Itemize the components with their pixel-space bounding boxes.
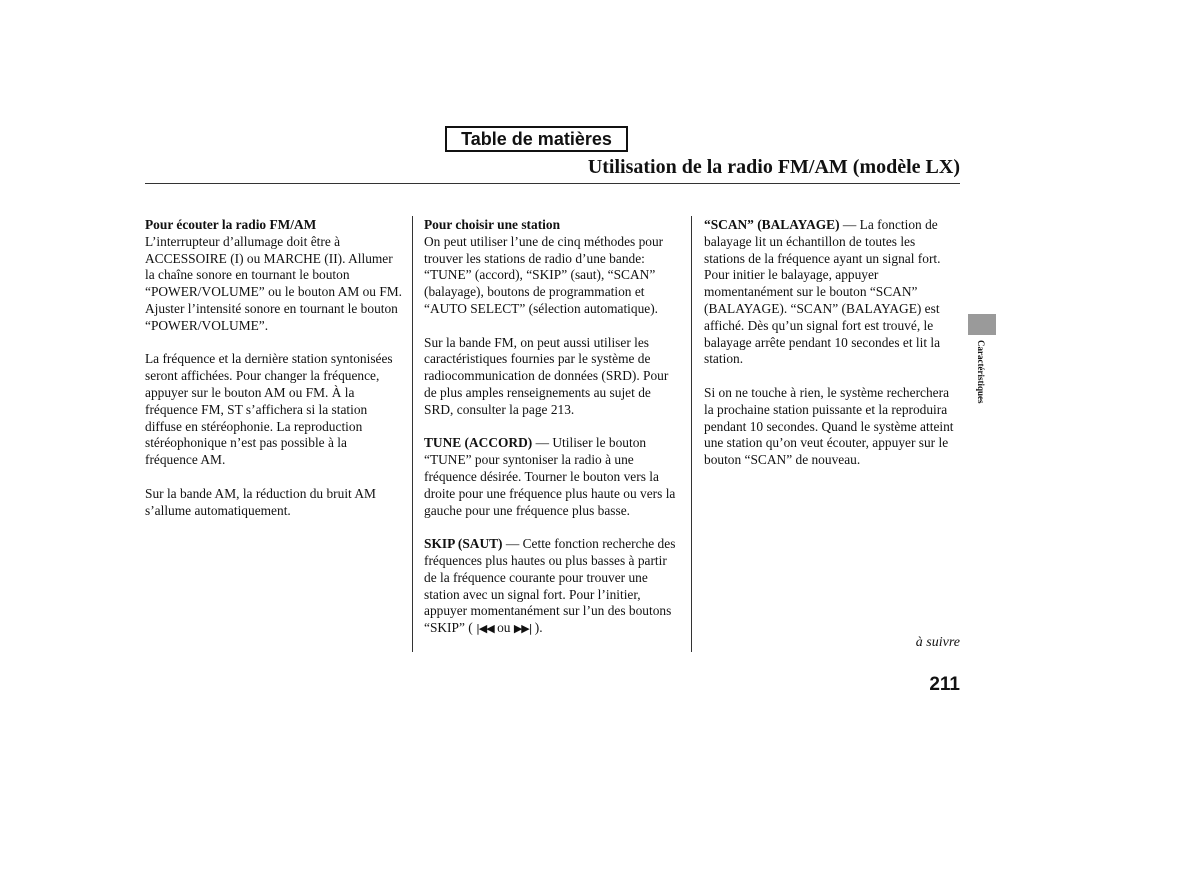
- skip-end: ).: [534, 620, 543, 636]
- page-reference-link[interactable]: 213: [550, 401, 571, 417]
- tune-dash: —: [535, 435, 549, 451]
- column-divider-2: [691, 216, 692, 652]
- section-tab-marker: [968, 314, 996, 335]
- scan-label: “SCAN” (BALAYAGE): [704, 217, 840, 232]
- skip-forward-icon: ▶▶|: [513, 622, 532, 636]
- col2-section: [424, 217, 682, 318]
- scan-text: La fonction de balayage lit un échantillon de toutes les stations de la fréquence ayant un signal fort. Pour initier le balayage, appuyer momentanément sur le bouton “SCAN” (BALAYAGE). “SCAN” (BALAYAGE) est affiché. Dès qu’un signal fort est trouvé, le balayage arrête pendant 10 secondes et lit la station.: [704, 217, 941, 367]
- col3-paragraph-2: Si on ne touche à rien, le système recherchera la prochaine station puissante et la reproduira pendant 10 secondes. Quand le système atteint une station qu’on veut écouter, appuyer sur le bouton “SCAN” de nouveau.: [704, 384, 954, 468]
- skip-dash: —: [505, 536, 520, 552]
- scan-dash: —: [842, 217, 857, 232]
- table-of-contents-button[interactable]: Table de matières: [445, 126, 628, 152]
- column-2: [424, 217, 682, 655]
- column-3: [704, 217, 958, 486]
- tune-label: TUNE (ACCORD): [424, 435, 533, 451]
- page-number: 211: [929, 674, 960, 695]
- header-divider: [145, 183, 960, 184]
- column-1: [145, 217, 403, 536]
- col2-paragraph-2: [424, 335, 682, 419]
- column-divider-1: [412, 216, 413, 652]
- skip-text: Cette fonction recherche des fréquences plus hautes ou plus basses à partir de la fréquence courante pour trouver une station avec un signal fort. Pour l’initier, appuyer momentanément sur l’un des boutons “SKIP” (: [424, 536, 676, 636]
- skip-label: SKIP (SAUT): [424, 536, 503, 552]
- tune-text: Utiliser le bouton “TUNE” pour syntoniser la radio à une fréquence désirée. Tourner le bouton vers la droite pour une fréquence plus haute ou vers la gauche pour une fréquence plus basse.: [424, 435, 676, 518]
- col2-paragraph-1: On peut utiliser l’une de cinq méthodes pour trouver les stations de radio d’une bande: “TUNE” (accord), “SKIP” (saut), “SCAN” (balayage), boutons de programmation et “AUTO SELECT” (sélection automatique).: [424, 233, 664, 316]
- col1-paragraph-3: Sur la bande AM, la réduction du bruit AM s’allume automatiquement.: [145, 485, 376, 518]
- skip-or: ou: [497, 620, 511, 636]
- tune-paragraph: [424, 435, 682, 519]
- col1-paragraph-1: L’interrupteur d’allumage doit être à ACCESSOIRE (I) ou MARCHE (II). Allumer la chaîne sonore en tournant le bouton “POWER/VOLUME” ou le bouton AM ou FM. Ajuster l’intensité sonore en tournant le bouton “POWER/VOLUME”.: [145, 233, 403, 333]
- continued-note: à suivre: [915, 635, 960, 650]
- srd-text-end: .: [570, 401, 575, 417]
- skip-back-icon: |◀◀: [476, 622, 494, 636]
- section-side-label: Caractéristiques: [976, 340, 986, 404]
- col2-heading: Pour choisir une station: [424, 217, 561, 232]
- skip-paragraph: [424, 536, 682, 638]
- col1-section: [145, 217, 403, 335]
- scan-paragraph: [704, 217, 958, 368]
- col1-paragraph-2: La fréquence et la dernière station syntonisées seront affichées. Pour changer la fréquence, appuyer sur le bouton AM ou FM. À la fréquence FM, ST s’affichera si la station diffuse en stéréophonie. La reproduction stéréophonique n’est pas possible à la fréquence AM.: [145, 351, 393, 468]
- col1-heading: Pour écouter la radio FM/AM: [145, 217, 317, 232]
- srd-text: Sur la bande FM, on peut aussi utiliser les caractéristiques fournies par le système de radiocommunication de données (SRD). Pour de plus amples renseignements au sujet de SRD, consulter la page: [424, 334, 669, 417]
- page-title: Utilisation de la radio FM/AM (modèle LX): [587, 156, 960, 178]
